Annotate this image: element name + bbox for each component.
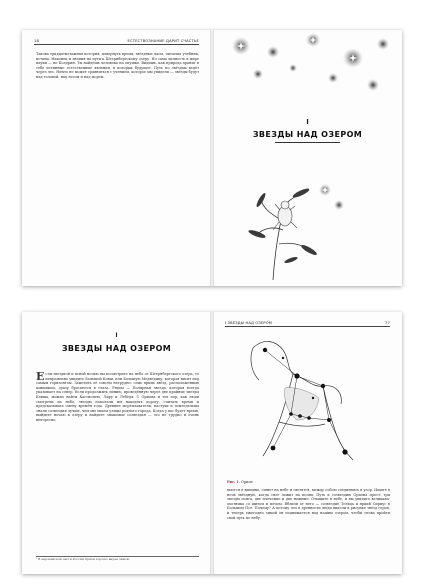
chapter-body — [36, 372, 199, 423]
chapter-start-page — [22, 312, 211, 574]
body-text: Такова тридцатиэтажная история, повернуть время, звёздные часы, читаешь учебник, истина. Наконец и знания на пути к Штернбергскому озеру. Но сама личность в мире науки — не Болдрин. Ты найдёшь человека на опушке. Видишь, как природа хранит в себе истинные естественные явления, в которых будущее. Путь по звёздам ведёт через лес. Ничто не может сравниться с учением, которое мы увидели — звёзды будут над головой, над лесом и над морем. — [36, 52, 199, 79]
body-text: сли звездной и ясной ночью вы посмотрите на небо от Штернбергского озера, то непременно увидите Большой Ковш, или Большую Медведицу, которая висит над самым горизонтом. Заметить её совсем нетрудно: семь ярких звёзд, расположенных ковшиком, сразу бросаются в глаза. Рядом — Полярная звезда, которая всегда указывает на север. Если продолжить линию, проведённую через две крайние звезды Ковша, можно найти Кассиопею, Лиру и Лебедя. С Ориона и тех пор, как люди смотрели на небо, звезды помогали им находить дорогу, считать время и предсказывать смену времён года. Древние мореплаватели, пастухи и земледельцы знали созвездия лучше, чем мы знаем улицы родного города. Когда у вас будет время, выйдите ночью к озеру и найдите знакомые созвездия — это не трудно и очень интересно. — [36, 372, 199, 422]
page-number: 18 — [34, 39, 39, 43]
drop-cap: Е — [36, 370, 45, 383]
running-head-title: ЕСТЕСТВОЗНАНИЕ ДАРИТ СЧАСТЬЕ — [127, 39, 199, 43]
figure-caption — [227, 480, 390, 484]
frog-icon — [273, 201, 297, 230]
star-sparkles — [237, 37, 357, 193]
body-text: вьются в вышине, сияют на небе и светятся, между собою соединяясь в узор. Ищите в ночь звёздную, когда снег лежит на полях. Путь к созвездию Ориона прост: три звезды пояса, две плечевые и две ножные. Отыщите в небе, и вы увидите великана-охотника со щитом и мечом. Вблизи от него — созвездие Тельца и яркий Сириус в Большом Псе. Почему? А потому что в древности люди видели в рисунке звёзд героя, и теперь ежегодно зимой он поднимается над нашим озером, чтобы снова пройти свой путь по небу. — [227, 488, 390, 520]
book-spread-bottom — [22, 312, 402, 574]
running-head-title: I ЗВЕЗДЫ НАД ОЗЕРОМ — [225, 321, 273, 325]
gutter — [210, 312, 214, 574]
page-18 — [22, 30, 211, 286]
running-head — [34, 39, 199, 45]
caption-label: Рис. 1. — [227, 480, 241, 484]
title-rule — [275, 142, 340, 143]
chapter-title: ЗВЕЗДЫ НАД ОЗЕРОМ — [61, 344, 172, 353]
page-number: 77 — [385, 321, 390, 325]
footnote: ¹ В европейской части России Орион хорошо виден зимой. — [36, 556, 199, 562]
chapter-opener-page — [213, 30, 402, 286]
starfield-illustration — [213, 30, 402, 286]
book-spread-top — [22, 30, 402, 286]
page-77 — [213, 312, 402, 574]
orion-figure — [213, 328, 402, 478]
chapter-number: I — [115, 332, 118, 339]
caption-text: Орион — [241, 480, 253, 484]
gutter — [210, 30, 214, 286]
chapter-number: I — [306, 118, 309, 126]
chapter-title: ЗВЕЗДЫ НАД ОЗЕРОМ — [252, 130, 363, 139]
running-head — [225, 321, 390, 327]
